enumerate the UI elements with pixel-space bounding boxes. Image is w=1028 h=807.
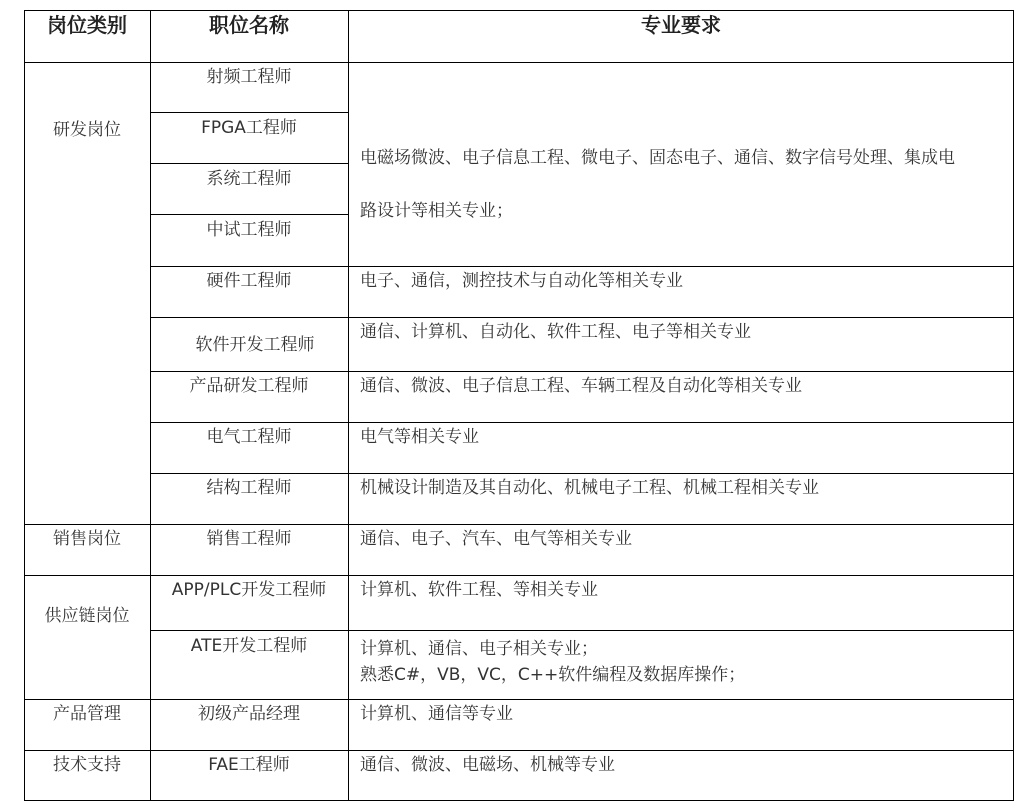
requirement-ate [360, 636, 1010, 688]
position-system-engineer: 系统工程师 [206, 169, 292, 189]
header-category: 岗位类别 [47, 13, 127, 37]
requirement-product-rd: 通信、微波、电子信息工程、车辆工程及自动化等相关专业 [360, 376, 802, 396]
header-position: 职位名称 [209, 13, 289, 37]
requirement-rd-group-line-2: 路设计等相关专业； [360, 201, 513, 221]
category-divider [24, 524, 1014, 525]
category-rd: 研发岗位 [53, 120, 121, 140]
requirement-hardware: 电子、通信，测控技术与自动化等相关专业 [360, 271, 683, 291]
position-product-rd-engineer: 产品研发工程师 [189, 376, 309, 396]
category-divider [24, 699, 1014, 700]
header-requirement: 专业要求 [641, 13, 721, 37]
category-sales: 销售岗位 [53, 529, 121, 549]
requirement-junior-pm: 计算机、通信等专业 [360, 704, 513, 724]
requirement-structural: 机械设计制造及其自动化、机械电子工程、机械工程相关专业 [360, 478, 819, 498]
requirement-ate-line-1: 计算机、通信、电子相关专业； [360, 639, 598, 659]
position-structural-engineer: 结构工程师 [206, 478, 292, 498]
table-border-right [1013, 10, 1014, 801]
row-divider [150, 630, 1014, 631]
requirement-fae: 通信、微波、电磁场、机械等专业 [360, 755, 615, 775]
category-product-management: 产品管理 [53, 704, 121, 724]
requirement-software: 通信、计算机、自动化、软件工程、电子等相关专业 [360, 322, 751, 342]
row-divider [150, 422, 1014, 423]
position-fpga-engineer: FPGA工程师 [201, 118, 297, 138]
header-bottom-border [24, 62, 1014, 63]
row-divider [150, 371, 1014, 372]
category-divider [24, 750, 1014, 751]
row-divider [150, 112, 348, 113]
category-supply-chain: 供应链岗位 [44, 606, 130, 626]
requirement-app-plc: 计算机、软件工程、等相关专业 [360, 580, 598, 600]
position-ate-engineer: ATE开发工程师 [190, 636, 308, 656]
position-rf-engineer: 射频工程师 [206, 67, 292, 87]
requirement-electrical: 电气等相关专业 [360, 427, 479, 447]
table-border-top [24, 10, 1014, 11]
table-border-bottom [24, 800, 1014, 801]
position-sales-engineer: 销售工程师 [206, 529, 292, 549]
requirement-rd-group [360, 132, 1010, 238]
requirement-sales: 通信、电子、汽车、电气等相关专业 [360, 529, 632, 549]
column-divider [348, 10, 349, 801]
position-junior-product-manager: 初级产品经理 [198, 704, 300, 724]
position-hardware-engineer: 硬件工程师 [206, 271, 292, 291]
position-software-engineer: 软件开发工程师 [195, 335, 315, 355]
row-divider [150, 214, 348, 215]
requirement-ate-line-2: 熟悉C#，VB，VC，C++软件编程及数据库操作； [360, 665, 746, 685]
major-requirements-table [24, 10, 1014, 801]
requirement-rd-group-line-1: 电磁场微波、电子信息工程、微电子、固态电子、通信、数字信号处理、集成电 [360, 148, 955, 168]
position-fae-engineer: FAE工程师 [208, 755, 290, 775]
position-app-plc-engineer: APP/PLC开发工程师 [171, 580, 327, 600]
category-divider [24, 575, 1014, 576]
row-divider [150, 266, 1014, 267]
category-technical-support: 技术支持 [53, 755, 121, 775]
position-pilot-test-engineer: 中试工程师 [206, 220, 292, 240]
row-divider [150, 163, 348, 164]
position-electrical-engineer: 电气工程师 [206, 427, 292, 447]
row-divider [150, 473, 1014, 474]
row-divider [150, 317, 1014, 318]
